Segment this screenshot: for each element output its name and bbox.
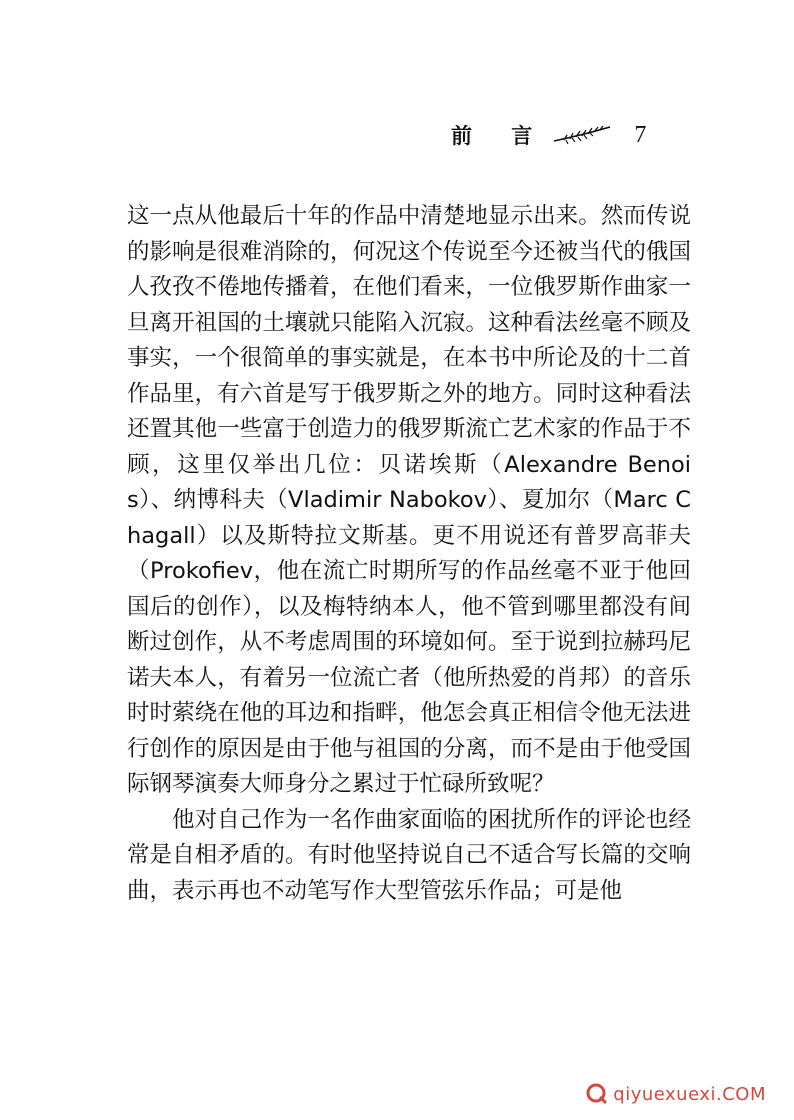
body-text [127, 199, 691, 909]
feather-ornament-icon [552, 124, 614, 146]
running-header [451, 120, 646, 150]
paragraph-2: 他对自己作为一名作曲家面临的困扰所作的评论也经常是自相矛盾的。有时他坚持说自己不适合写长篇的交响曲，表示再也不动笔写作大型管弦乐作品；可是他 [127, 806, 691, 904]
site-watermark [585, 1082, 766, 1106]
paragraph-1: 这一点从他最后十年的作品中清楚地显示出来。然而传说的影响是很难消除的，何况这个传说至今还被当代的俄国人孜孜不倦地传播着，在他们看来，一位俄罗斯作曲家一旦离开祖国的土壤就只能陷入沉寂。这种看法丝毫不顾及事实，一个很简单的事实就是，在本书中所论及的十二首作品里，有六首是写于俄罗斯之外的地方。同时这种看法还置其他一些富于创造力的俄罗斯流亡艺术家的作品于不顾，这里仅举出几位：贝诺埃斯（Alexandre Benois）、纳博科夫（Vladimir Nabokov）、夏加尔（Marc Chagall）以及斯特拉文斯基。更不用说还有普罗高菲夫（Prokofiev，他在流亡时期所写的作品丝毫不亚于他回国后的创作），以及梅特纳本人，他不管到哪里都没有间断过创作，从不考虑周围的环境如何。至于说到拉赫玛尼诺夫本人，有着另一位流亡者（他所热爱的肖邦）的音乐时时萦绕在他的耳边和指畔，他怎会真正相信令他无法进行创作的原因是由于他与祖国的分离，而不是由于他受国际钢琴演奏大师身分之累过于忙碌所致呢？ [127, 203, 691, 797]
watermark-text: qiyuexuexi.COM [613, 1083, 766, 1105]
q-logo-icon [585, 1082, 609, 1106]
chapter-title: 前 言 [451, 124, 549, 148]
page-number: 7 [634, 121, 647, 148]
